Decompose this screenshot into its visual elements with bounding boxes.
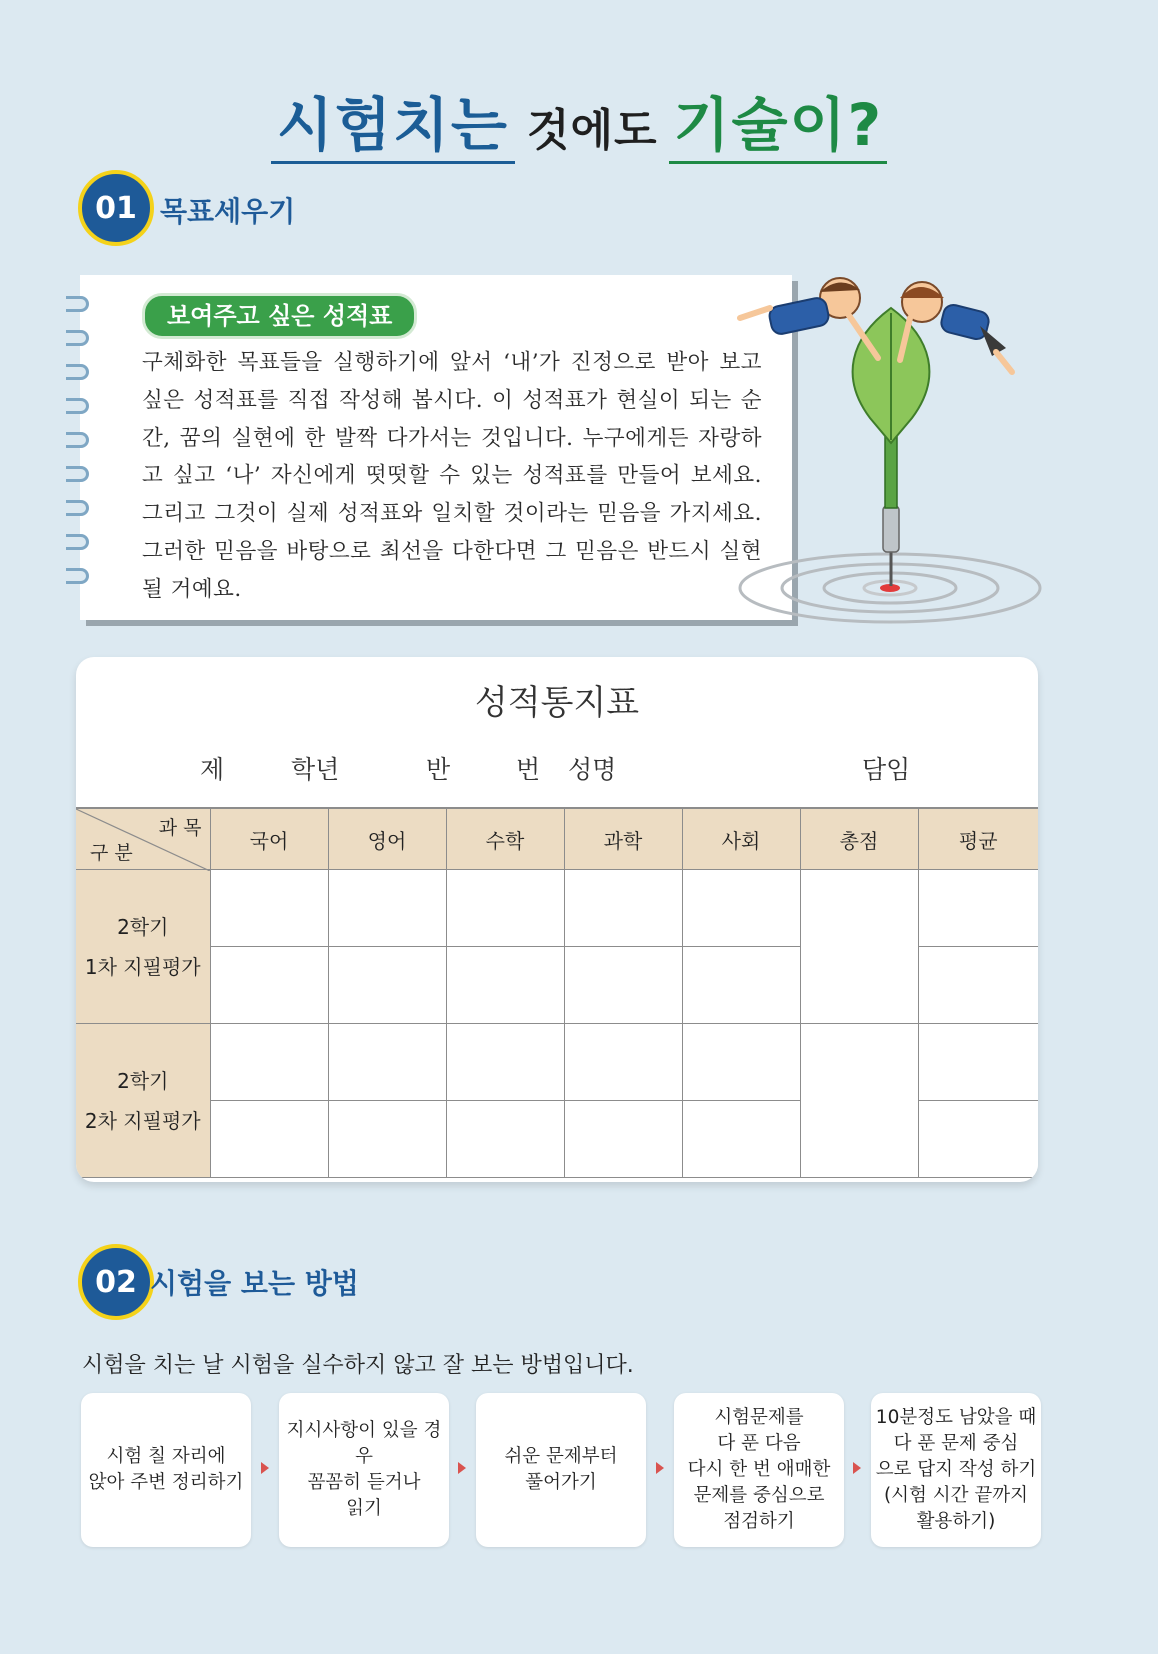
step-card [476, 1393, 646, 1547]
step-text: 시험 칠 자리에 앉아 주변 정리하기 [88, 1446, 244, 1493]
score-cell[interactable] [446, 870, 564, 947]
ring-icon [66, 500, 89, 516]
step-card [674, 1393, 844, 1547]
score-cell[interactable] [564, 947, 682, 1024]
score-cell[interactable] [210, 947, 328, 1024]
row-header-line1: 2학기 [117, 914, 169, 939]
average-cell[interactable] [918, 1024, 1038, 1101]
report-title: 성적통지표 [474, 683, 640, 723]
title-part-2: 것에도 [526, 105, 658, 156]
section-2-title: 시험을 보는 방법 [150, 1267, 359, 1300]
section-2-intro: 시험을 치는 날 시험을 실수하지 않고 잘 보는 방법입니다. [82, 1353, 634, 1378]
score-cell[interactable] [328, 870, 446, 947]
score-cell[interactable] [564, 1101, 682, 1178]
section-1-title: 목표세우기 [160, 195, 296, 228]
card-label: 보여주고 싶은 성적표 [142, 293, 417, 339]
step-text: 시험문제를 다 푼 다음 다시 한 번 애매한 문제를 중심으로 점검하기 [687, 1407, 831, 1532]
average-cell[interactable] [918, 1101, 1038, 1178]
step-card [871, 1393, 1041, 1547]
table-header-row [76, 808, 1038, 870]
subject-header: 사회 [682, 808, 800, 870]
score-cell[interactable] [682, 870, 800, 947]
meta-grade-prefix: 제 [200, 755, 225, 784]
step-card [279, 1393, 449, 1547]
subject-header: 영어 [328, 808, 446, 870]
score-cell[interactable] [446, 947, 564, 1024]
score-cell[interactable] [446, 1101, 564, 1178]
ring-icon [66, 534, 89, 550]
step-card [81, 1393, 251, 1547]
row-header-line2: 1차 지필평가 [84, 954, 201, 979]
score-cell[interactable] [564, 1024, 682, 1101]
corner-subject-label: 과 목 [158, 817, 202, 839]
corner-category-label: 구 분 [90, 842, 133, 864]
page-title [0, 78, 1158, 162]
average-cell[interactable] [918, 870, 1038, 947]
score-cell[interactable] [328, 947, 446, 1024]
section-1-badge: 01 [78, 170, 154, 246]
step-text: 쉬운 문제부터 풀어가기 [504, 1446, 618, 1493]
row-header-line2: 2차 지필평가 [84, 1108, 201, 1133]
ring-icon [66, 296, 89, 312]
score-cell[interactable] [446, 1024, 564, 1101]
score-cell[interactable] [564, 870, 682, 947]
ring-icon [66, 330, 89, 346]
row-header [76, 870, 210, 1024]
table-row [76, 1024, 1038, 1101]
ring-icon [66, 568, 89, 584]
subject-header: 과학 [564, 808, 682, 870]
ring-icon [66, 364, 89, 380]
arrow-right-icon [656, 1462, 664, 1474]
score-cell[interactable] [328, 1101, 446, 1178]
average-cell[interactable] [918, 947, 1038, 1024]
ring-icon [66, 466, 89, 482]
score-cell[interactable] [682, 947, 800, 1024]
card-text: 구체화한 목표들을 실행하기에 앞서 ‘내’가 진정으로 받아 보고 싶은 성적표를 직접 작성해 봅시다. 이 성적표가 현실이 되는 순간, 꿈의 실현에 한 발짝 다가서는 것입니다. 누구에게든 자랑하고 싶고 ‘나’ 자신에게 떳떳할 수 있는 성적표를 만들어 보세요. 그리고 그것이 실제 성적표와 일치할 것이라는 믿음을 가지세요. 그러한 믿음을 바탕으로 최선을 다한다면 그 믿음은 반드시 실현될 거예요. [142, 350, 762, 602]
subject-header: 총점 [800, 808, 918, 870]
grade-table [76, 807, 1038, 1178]
meta-class-label: 반 [426, 755, 451, 784]
title-part-1: 시험치는 [271, 91, 515, 164]
score-cell[interactable] [210, 1024, 328, 1101]
row-header [76, 1024, 210, 1178]
step-text: 10분정도 남았을 때 다 푼 문제 중심 으로 답지 작성 하기 (시험 시간 끝까지 활용하기) [875, 1407, 1037, 1532]
score-cell[interactable] [210, 870, 328, 947]
step-text: 지시사항이 있을 경우 꼼꼼히 듣거나 읽기 [286, 1420, 442, 1519]
subject-header: 수학 [446, 808, 564, 870]
row-header-line1: 2학기 [117, 1068, 169, 1093]
subject-header: 국어 [210, 808, 328, 870]
score-cell[interactable] [328, 1024, 446, 1101]
score-cell[interactable] [210, 1101, 328, 1178]
subject-header: 평균 [918, 808, 1038, 870]
meta-teacher-label: 담임 [862, 755, 911, 784]
meta-number-label: 번 [516, 755, 541, 784]
table-row [76, 870, 1038, 947]
ring-icon [66, 432, 89, 448]
arrow-right-icon [458, 1462, 466, 1474]
section-2-badge: 02 [78, 1244, 154, 1320]
corner-header [76, 808, 210, 870]
total-cell[interactable] [800, 1024, 918, 1178]
report-card [76, 657, 1038, 1182]
arrow-right-icon [853, 1462, 861, 1474]
dart-icon [853, 308, 930, 586]
ring-icon [66, 398, 89, 414]
total-cell[interactable] [800, 870, 918, 1024]
meta-name-label: 성명 [568, 755, 617, 784]
arrow-right-icon [261, 1462, 269, 1474]
score-cell[interactable] [682, 1101, 800, 1178]
title-part-3: 기술이? [669, 91, 887, 164]
meta-grade-label: 학년 [291, 755, 340, 784]
score-cell[interactable] [682, 1024, 800, 1101]
dart-illustration [730, 268, 1050, 638]
